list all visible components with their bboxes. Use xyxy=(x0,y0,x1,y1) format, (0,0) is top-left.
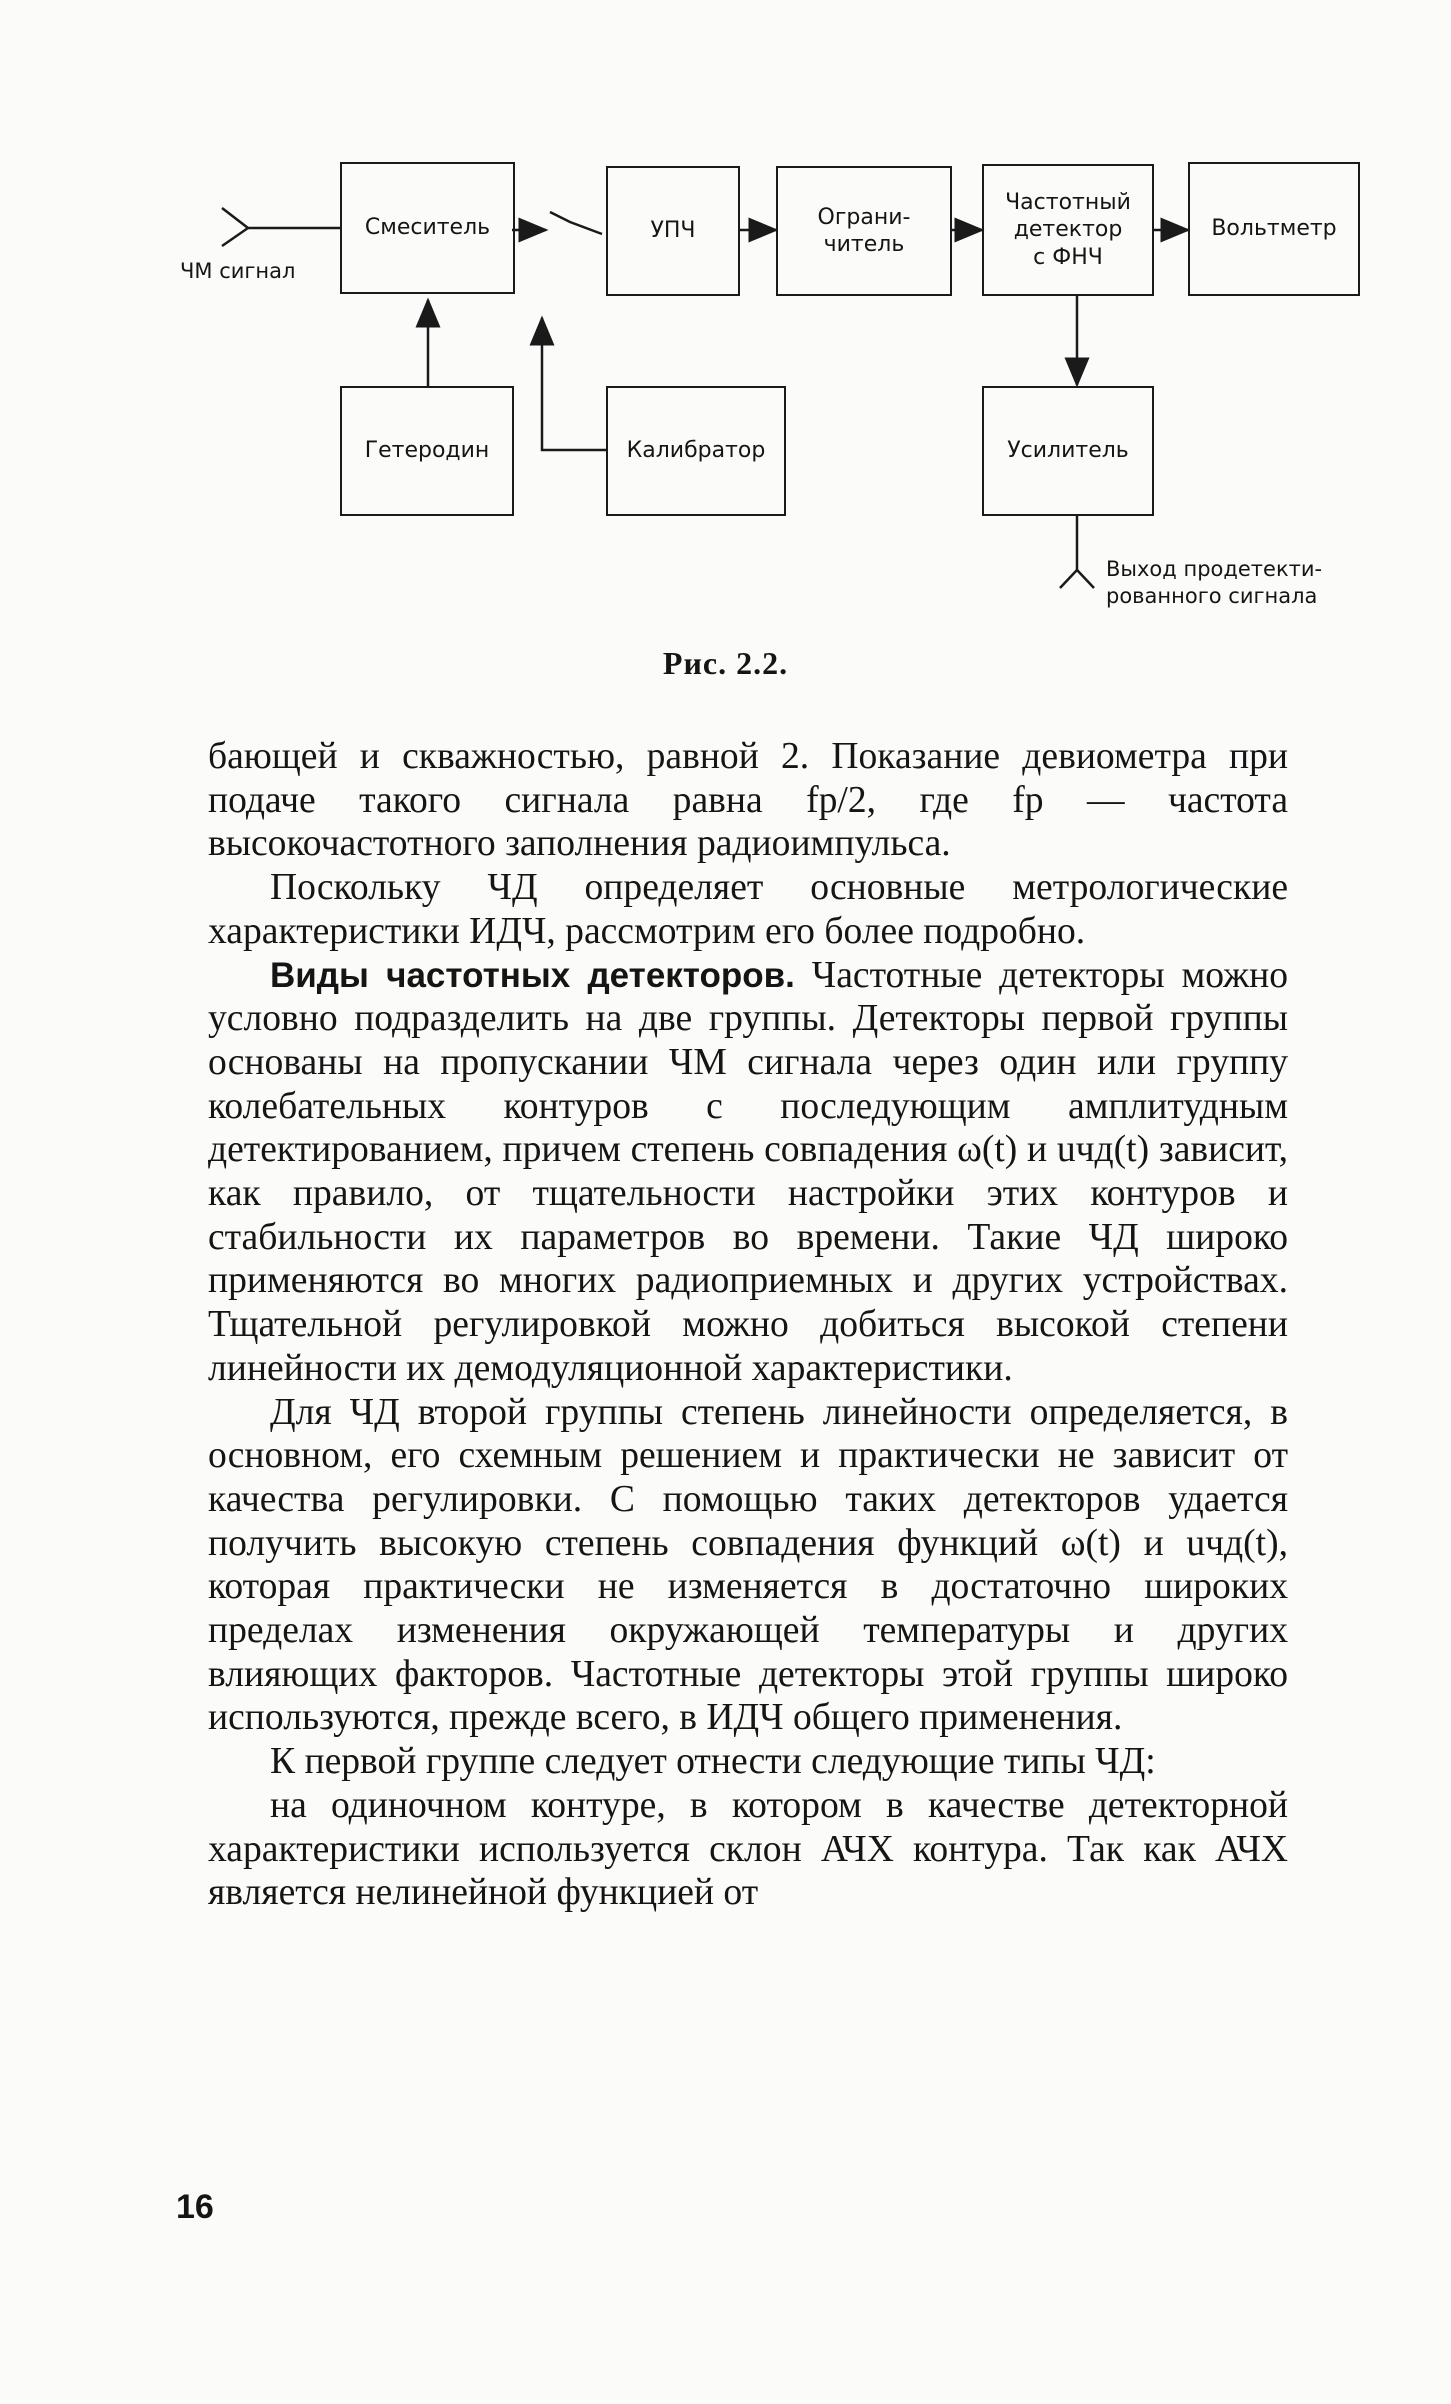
section-heading: Виды частотных детекторов. xyxy=(270,955,795,995)
if-amplifier-block: УПЧ xyxy=(606,166,740,296)
paragraph-4: Для ЧД второй группы степень линейности определяется, в основном, его схемным решением и практически не зависит от качества регулировки. С помощью таких детекторов удается получить высокую степень совпадения функций ω(t) и uчд(t), которая практически не изменяется в достаточно широких пределах изменения окружающей температуры и других влияющих факторов. Частотные детекторы этой группы широко используются, прежде всего, в ИДЧ общего применения. xyxy=(208,1391,1288,1739)
paragraph-1: бающей и скважностью, равной 2. Показание девиометра при подаче такого сигнала равна fр/2, где fр — частота высокочастотного заполнения радиоимпульса. xyxy=(208,736,1288,865)
paragraph-5: К первой группе следует отнести следующие типы ЧД: xyxy=(270,1741,1156,1783)
output-label: Выход продетекти- рованного сигнала xyxy=(1106,557,1323,609)
heterodyne-block: Гетеродин xyxy=(340,386,514,516)
paragraph-3-text: Частотные детекторы можно условно подразделить на две группы. Детекторы первой группы основаны на пропускании ЧМ сигнала через один или группу колебательных контуров с последующим амплитудным детектированием, причем степень совпадения ω(t) и uчд(t) зависит, как правило, от тщательности настройки этих контуров и стабильности их параметров во времени. Такие ЧД широко применяются во многих радиоприемных и других устройствах. Тщательной регулировкой можно добиться высокой степени линейности их демодуляционной характеристики. xyxy=(208,954,1288,1389)
figure-caption: Рис. 2.2. xyxy=(662,645,789,681)
calibrator-block: Калибратор xyxy=(606,386,786,516)
mixer-block: Смеситель xyxy=(340,162,515,294)
paragraph-6: на одиночном контуре, в котором в качестве детекторной характеристики используется склон АЧХ контура. Так как АЧХ является нелинейной функцией от xyxy=(208,1784,1288,1914)
output-connector-icon xyxy=(1060,570,1094,588)
input-connector-icon xyxy=(222,208,248,246)
paragraph-3 xyxy=(208,954,1288,1391)
body-text xyxy=(208,735,1288,1915)
frequency-detector-block: Частотный детектор с ФНЧ xyxy=(982,164,1154,296)
paragraph-2: Поскольку ЧД определяет основные метрологические характеристики ИДЧ, рассмотрим его более подробно. xyxy=(208,867,1288,952)
input-label: ЧМ сигнал xyxy=(180,259,296,283)
voltmeter-block: Вольтметр xyxy=(1188,162,1360,296)
page-number: 16 xyxy=(176,2188,214,2226)
limiter-block: Ограни- читель xyxy=(776,166,952,296)
switch-icon xyxy=(550,212,602,234)
block-diagram xyxy=(0,0,1451,700)
amplifier-block: Усилитель xyxy=(982,386,1154,516)
